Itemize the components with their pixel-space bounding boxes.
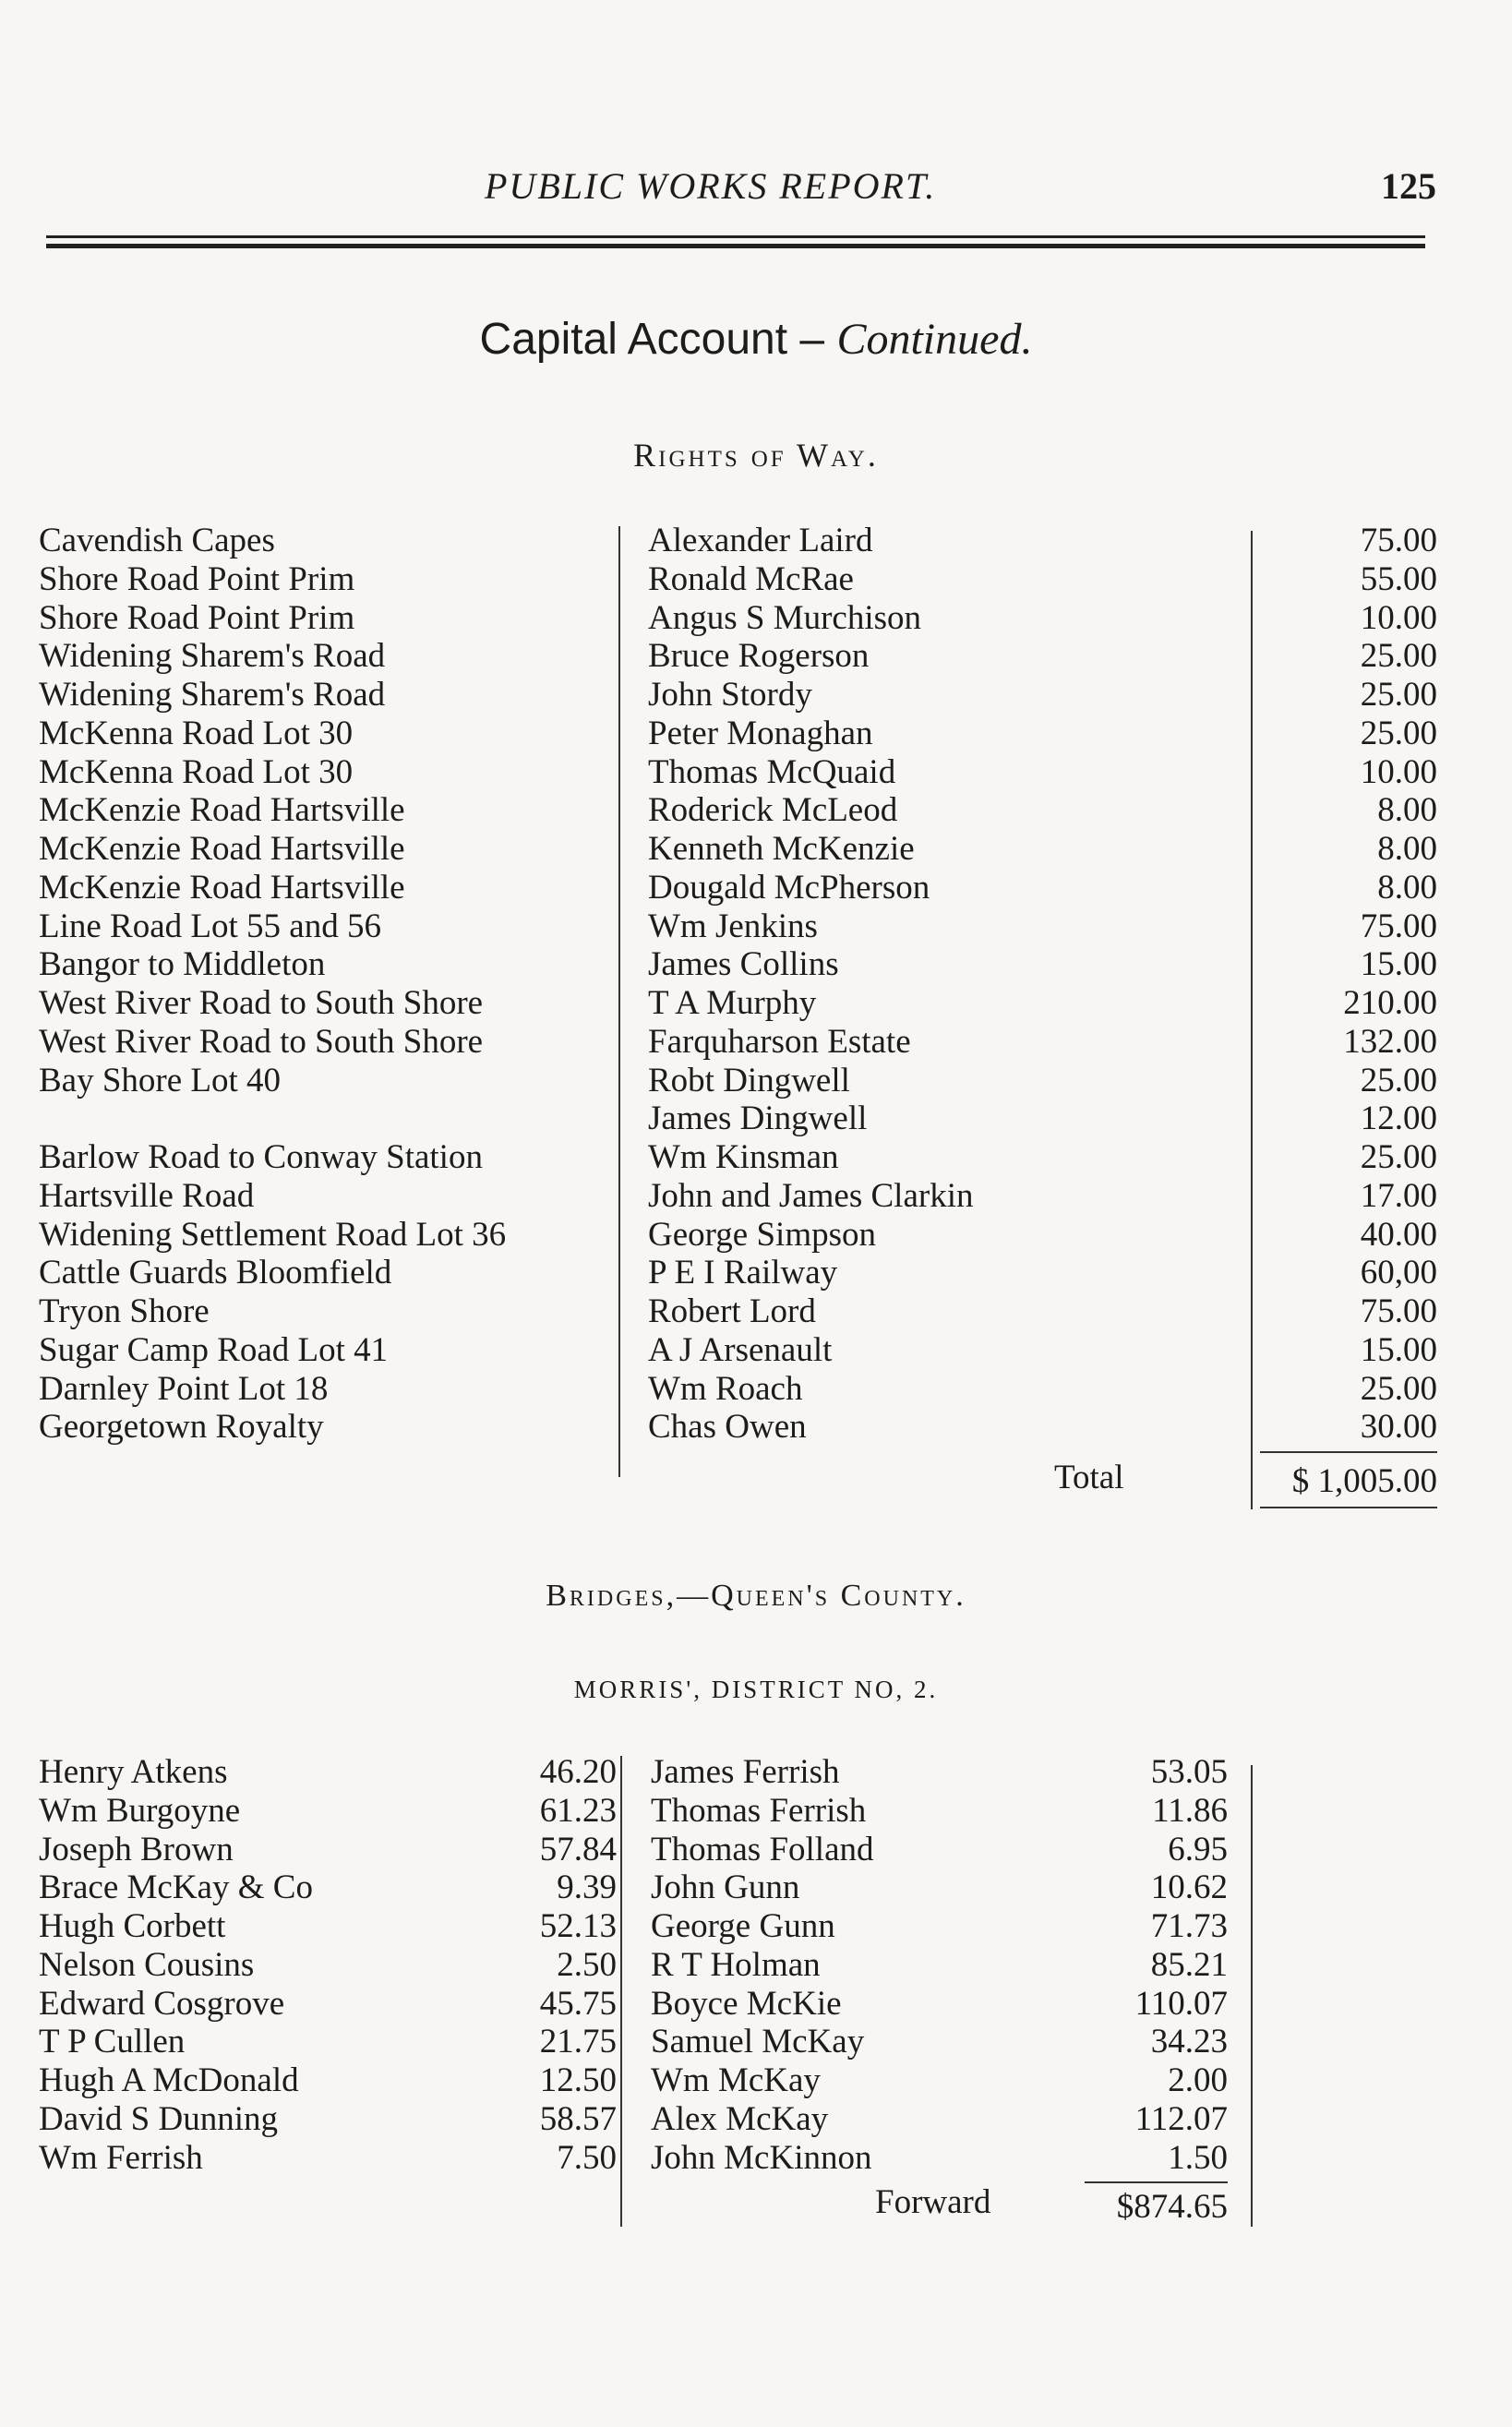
list-item: Darnley Point Lot 18 (39, 1369, 329, 1408)
amount-cell: 10.62 (1150, 1868, 1228, 1907)
list-item: Alex McKay (651, 2099, 829, 2138)
forward-rule (1085, 2181, 1228, 2183)
list-item: Farquharson Estate (648, 1022, 911, 1061)
amount-cell: 60,00 (1360, 1254, 1437, 1292)
list-item: Thomas Ferrish (651, 1791, 867, 1830)
list-item: Shore Road Point Prim (39, 598, 355, 637)
amount-cell: 132.00 (1343, 1022, 1437, 1061)
amount-cell: 15.00 (1360, 945, 1437, 984)
amount-cell: 25.00 (1360, 637, 1437, 676)
list-item: James Dingwell (648, 1099, 868, 1138)
list-item: John and James Clarkin (648, 1176, 974, 1215)
amount-cell: 17.00 (1360, 1176, 1437, 1215)
amount-cell: 12.00 (1360, 1099, 1437, 1138)
amount-cell: 61.23 (539, 1791, 617, 1830)
page-number: 125 (1381, 165, 1436, 207)
list-item: George Gunn (651, 1907, 835, 1945)
amount-cell: 11.86 (1152, 1791, 1228, 1830)
list-item: Samuel McKay (651, 2023, 865, 2061)
bridges-column-divider (620, 1756, 622, 2227)
rights-of-way-amount-column (1260, 522, 1437, 1447)
list-item (39, 1099, 620, 1138)
amount-cell: 9.39 (557, 1868, 617, 1907)
rights-of-way-heading: Rights of Way. (633, 437, 879, 474)
amount-cell: 57.84 (539, 1830, 617, 1868)
list-item: Henry Atkens (39, 1753, 228, 1791)
amount-cell: 55.00 (1360, 559, 1437, 598)
amount-cell: 2.50 (557, 1945, 617, 1984)
list-item: Cavendish Capes (39, 522, 275, 559)
running-header-title: PUBLIC WORKS REPORT. (485, 165, 937, 207)
list-item: Wm McKay (651, 2061, 821, 2099)
amount-cell: 15.00 (1360, 1330, 1437, 1369)
list-item: John McKinnon (651, 2138, 872, 2177)
list-item: West River Road to South Shore (39, 984, 484, 1022)
list-item: Roderick McLeod (648, 791, 898, 830)
list-item: Widening Sharem's Road (39, 676, 386, 714)
amount-cell: 2.00 (1168, 2061, 1228, 2099)
amount-cell: 52.13 (539, 1907, 617, 1945)
forward-label: Forward (875, 2183, 991, 2221)
list-item: Wm Burgoyne (39, 1791, 241, 1830)
amount-cell: 10.00 (1360, 598, 1437, 637)
list-item: Joseph Brown (39, 1830, 234, 1868)
amount-cell: 25.00 (1360, 1369, 1437, 1408)
list-item: P E I Railway (648, 1254, 838, 1292)
amount-cell: 21.75 (539, 2023, 617, 2061)
list-item: Widening Sharem's Road (39, 637, 386, 676)
list-item: Bruce Rogerson (648, 637, 870, 676)
district-subheading: MORRIS', DISTRICT NO, 2. (573, 1676, 939, 1703)
list-item: James Collins (648, 945, 839, 984)
list-item: Hugh Corbett (39, 1907, 226, 1945)
amount-cell: 25.00 (1360, 1061, 1437, 1099)
rights-of-way-location-column (39, 522, 620, 1447)
list-item: A J Arsenault (648, 1330, 833, 1369)
list-item: Wm Ferrish (39, 2138, 203, 2177)
list-item: George Simpson (648, 1215, 877, 1254)
bridges-left-name-column (39, 1753, 334, 2177)
list-item: Line Road Lot 55 and 56 (39, 907, 381, 945)
list-item: Hugh A McDonald (39, 2061, 299, 2099)
list-item: Nelson Cousins (39, 1945, 255, 1984)
amount-cell: 112.07 (1134, 2099, 1228, 2138)
list-item: Thomas McQuaid (648, 752, 896, 791)
amount-cell: 110.07 (1134, 1984, 1228, 2023)
header-rule-thick (46, 244, 1425, 248)
section-title-dash: – (787, 315, 837, 364)
list-item: Wm Jenkins (648, 907, 818, 945)
amount-cell: 8.00 (1377, 868, 1437, 907)
list-item: Angus S Murchison (648, 598, 922, 637)
amount-cell: 53.05 (1150, 1753, 1228, 1791)
list-item: Wm Kinsman (648, 1138, 839, 1176)
bridges-left-amount-column (462, 1753, 617, 2177)
amount-cell: 71.73 (1150, 1907, 1228, 1945)
list-item: Sugar Camp Road Lot 41 (39, 1330, 389, 1369)
amount-cell: 6.95 (1168, 1830, 1228, 1868)
amount-cell: 210.00 (1343, 984, 1437, 1022)
amount-cell: 8.00 (1377, 791, 1437, 830)
amount-cell: 7.50 (557, 2138, 617, 2177)
total-double-rule (1260, 1507, 1437, 1508)
amount-cell: 85.21 (1150, 1945, 1228, 1984)
amount-cell: 12.50 (539, 2061, 617, 2099)
list-item: McKenna Road Lot 30 (39, 752, 354, 791)
list-item: Barlow Road to Conway Station (39, 1138, 483, 1176)
amount-cell: 75.00 (1360, 907, 1437, 945)
list-item: Kenneth McKenzie (648, 830, 915, 868)
header-rule-thin (46, 235, 1425, 238)
list-item: Tryon Shore (39, 1292, 210, 1330)
list-item: McKenzie Road Hartsville (39, 868, 405, 907)
list-item: T A Murphy (648, 984, 817, 1022)
list-item: Peter Monaghan (648, 714, 873, 752)
list-item: Bay Shore Lot 40 (39, 1061, 282, 1099)
list-item: Chas Owen (648, 1408, 807, 1447)
amount-cell: 8.00 (1377, 830, 1437, 868)
list-item: Georgetown Royalty (39, 1408, 324, 1447)
list-item: Bangor to Middleton (39, 945, 326, 984)
list-item: R T Holman (651, 1945, 821, 1984)
list-item: Cattle Guards Bloomfield (39, 1254, 392, 1292)
list-item: Shore Road Point Prim (39, 559, 355, 598)
bridges-right-name-column (651, 1753, 955, 2177)
total-value: $ 1,005.00 (1291, 1462, 1437, 1500)
section-title (0, 314, 1512, 365)
total-label: Total (1054, 1459, 1124, 1496)
amount-cell: 1.50 (1168, 2138, 1228, 2177)
list-item: John Gunn (651, 1868, 800, 1907)
bridges-right-amount-column (1062, 1753, 1228, 2177)
total-rule (1260, 1451, 1437, 1453)
amount-cell: 40.00 (1360, 1215, 1437, 1254)
amount-cell: 34.23 (1150, 2023, 1228, 2061)
list-item: David S Dunning (39, 2099, 278, 2138)
list-item: T P Cullen (39, 2023, 186, 2061)
list-item: Dougald McPherson (648, 868, 930, 907)
list-item: McKenna Road Lot 30 (39, 714, 354, 752)
amount-cell: 45.75 (539, 1984, 617, 2023)
list-item: Alexander Laird (648, 522, 873, 559)
section-title-main: Capital Account (479, 315, 788, 364)
amount-cell: 75.00 (1360, 1292, 1437, 1330)
list-item: Edward Cosgrove (39, 1984, 285, 2023)
list-item: McKenzie Road Hartsville (39, 830, 405, 868)
list-item: McKenzie Road Hartsville (39, 791, 405, 830)
amount-cell: 10.00 (1360, 752, 1437, 791)
list-item: James Ferrish (651, 1753, 840, 1791)
amount-cell: 25.00 (1360, 714, 1437, 752)
amount-cell: 25.00 (1360, 1138, 1437, 1176)
rights-of-way-name-column (648, 522, 1248, 1447)
list-item: Widening Settlement Road Lot 36 (39, 1215, 507, 1254)
bridges-heading: Bridges,—Queen's County. (546, 1579, 966, 1613)
amount-column-divider (1251, 531, 1253, 1509)
section-title-continued: Continued. (836, 315, 1033, 364)
list-item: Wm Roach (648, 1369, 803, 1408)
amount-cell: 58.57 (539, 2099, 617, 2138)
bridges-amount-divider (1251, 1765, 1253, 2227)
list-item: Hartsville Road (39, 1176, 255, 1215)
list-item: Brace McKay & Co (39, 1868, 313, 1907)
list-item: John Stordy (648, 676, 812, 714)
list-item: Ronald McRae (648, 559, 854, 598)
amount-cell: 75.00 (1360, 522, 1437, 559)
list-item: Robert Lord (648, 1292, 816, 1330)
list-item: Boyce McKie (651, 1984, 842, 2023)
list-item: West River Road to South Shore (39, 1022, 484, 1061)
list-item: Robt Dingwell (648, 1061, 850, 1099)
amount-cell: 25.00 (1360, 676, 1437, 714)
column-divider (618, 526, 620, 1477)
amount-cell: 46.20 (539, 1753, 617, 1791)
forward-value: $874.65 (1116, 2188, 1228, 2226)
amount-cell: 30.00 (1360, 1408, 1437, 1447)
list-item: Thomas Folland (651, 1830, 874, 1868)
